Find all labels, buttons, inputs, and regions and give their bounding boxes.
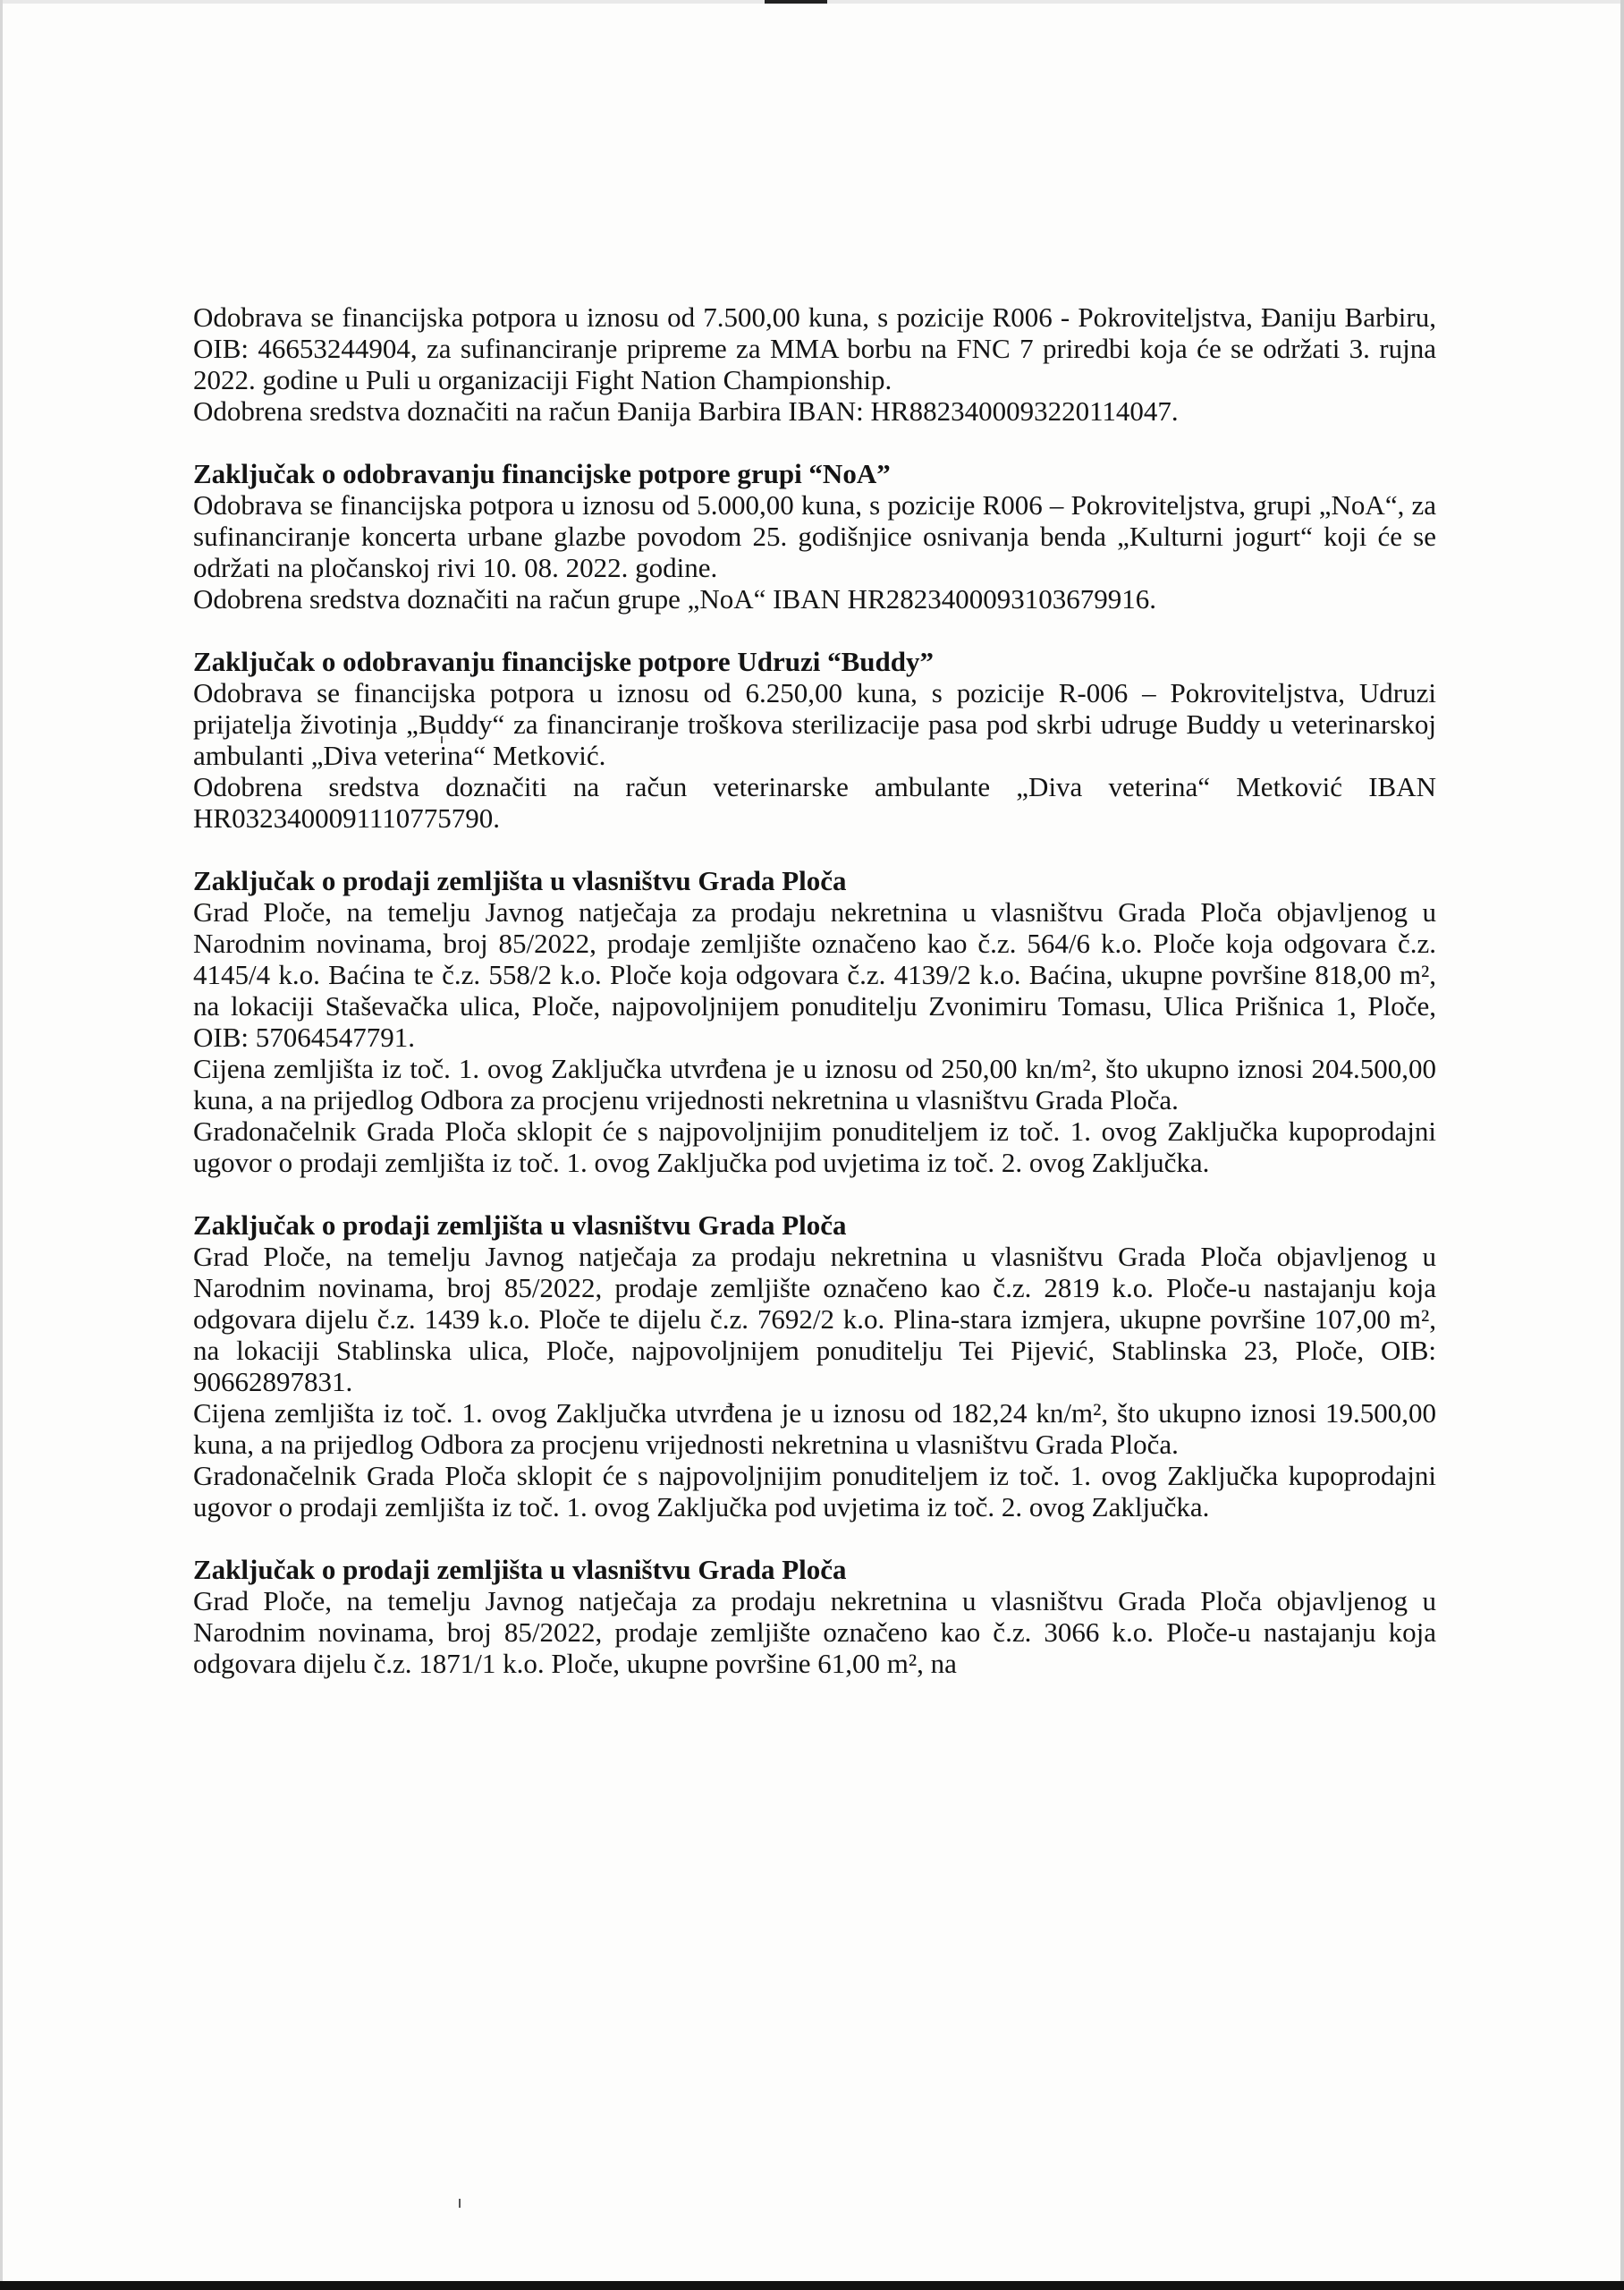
paragraph: Odobrava se financijska potpora u iznosu od 7.500,00 kuna, s pozicije R006 - Pokroviteljstva, Đaniju Barbiru, OIB: 46653244904, za sufinanciranje pripreme za MMA borbu na FNC 7 priredbi koja će se održati 3. rujna 2022. godine u Puli u organizaciji Fight Nation Championship. <box>193 301 1436 395</box>
paragraph: Gradonačelnik Grada Ploča sklopit će s najpovoljnijim ponuditeljem iz toč. 1. ovog Zaključka kupoprodajni ugovor o prodaji zemljišta iz toč. 1. ovog Zaključka pod uvjetima iz toč. 2. ovog Zaključka. <box>193 1460 1436 1522</box>
paragraph: Grad Ploče, na temelju Javnog natječaja za prodaju nekretnina u vlasništvu Grada Ploča objavljenog u Narodnim novinama, broj 85/2022, prodaje zemljište označeno kao č.z. 564/6 k.o. Ploče koja odgovara č.z. 4145/4 k.o. Baćina te č.z. 558/2 k.o. Ploče koja odgovara č.z. 4139/2 k.o. Baćina, ukupne površine 818,00 m², na lokaciji Staševačka ulica, Ploče, najpovoljnijem ponuditelju Zvonimiru Tomasu, Ulica Prišnica 1, Ploče, OIB: 57064547791. <box>193 896 1436 1053</box>
section-prodaja-zemljista-2 <box>193 1209 1436 1522</box>
paragraph: Grad Ploče, na temelju Javnog natječaja za prodaju nekretnina u vlasništvu Grada Ploča objavljenog u Narodnim novinama, broj 85/2022, prodaje zemljište označeno kao č.z. 3066 k.o. Ploče-u nastajanju koja odgovara dijelu č.z. 1871/1 k.o. Ploče, ukupne površine 61,00 m², na <box>193 1585 1436 1679</box>
paragraph: Grad Ploče, na temelju Javnog natječaja za prodaju nekretnina u vlasništvu Grada Ploča objavljenog u Narodnim novinama, broj 85/2022, prodaje zemljište označeno kao č.z. 2819 k.o. Ploče-u nastajanju koja odgovara dijelu č.z. 1439 k.o. Ploče te dijelu č.z. 7692/2 k.o. Plina-stara izmjera, ukupne površine 107,00 m², na lokaciji Stablinska ulica, Ploče, najpovoljnijem ponuditelju Tei Pijević, Stablinska 23, Ploče, OIB: 90662897831. <box>193 1241 1436 1397</box>
section-title: Zaključak o prodaji zemljišta u vlasništvu Grada Ploča <box>193 1554 847 1585</box>
scan-left-edge <box>0 0 3 2290</box>
section-potpora-noa <box>193 458 1436 615</box>
paragraph: Odobrava se financijska potpora u iznosu od 5.000,00 kuna, s pozicije R006 – Pokroviteljstva, grupi „NoA“, za sufinanciranje koncerta urbane glazbe povodom 25. godišnjice osnivanja benda „Kulturni jogurt“ koji će se održati na pločanskoj rivi 10. 08. 2022. godine. <box>193 489 1436 583</box>
paragraph: Cijena zemljišta iz toč. 1. ovog Zaključka utvrđena je u iznosu od 250,00 kn/m², što ukupno iznosi 204.500,00 kuna, a na prijedlog Odbora za procjenu vrijednosti nekretnina u vlasništvu Grada Ploča. <box>193 1053 1436 1115</box>
scan-right-edge <box>1620 0 1624 2290</box>
section-prodaja-zemljista-3 <box>193 1554 1436 1679</box>
document-body <box>193 301 1436 1710</box>
paragraph: Gradonačelnik Grada Ploča sklopit će s najpovoljnijim ponuditeljem iz toč. 1. ovog Zaključka kupoprodajni ugovor o prodaji zemljišta iz toč. 1. ovog Zaključka pod uvjetima iz toč. 2. ovog Zaključka. <box>193 1115 1436 1178</box>
section-prodaja-zemljista-1 <box>193 865 1436 1178</box>
section-title: Zaključak o odobravanju financijske potpore Udruzi “Buddy” <box>193 646 934 677</box>
section-title: Zaključak o prodaji zemljišta u vlasništvu Grada Ploča <box>193 1209 847 1241</box>
paragraph: Odobrena sredstva doznačiti na račun Đanija Barbira IBAN: HR8823400093220114047. <box>193 395 1179 427</box>
section-title: Zaključak o prodaji zemljišta u vlasništvu Grada Ploča <box>193 865 847 896</box>
section-potpora-buddy <box>193 646 1436 834</box>
paragraph: Odobrava se financijska potpora u iznosu od 6.250,00 kuna, s pozicije R-006 – Pokroviteljstva, Udruzi prijatelja životinja „Buddy“ za financiranje troškova sterilizacije pasa pod skrbi udruge Buddy u veterinarskoj ambulanti „Diva veterina“ Metković. <box>193 677 1436 771</box>
paragraph: Odobrena sredstva doznačiti na račun grupe „NoA“ IBAN HR2823400093103679916. <box>193 583 1156 615</box>
section-title: Zaključak o odobravanju financijske potpore grupi “NoA” <box>193 458 891 489</box>
scan-speck <box>459 2199 461 2208</box>
scan-top-mark <box>765 0 827 4</box>
section-pokroviteljstvo-barbir <box>193 301 1436 427</box>
paragraph: Cijena zemljišta iz toč. 1. ovog Zaključka utvrđena je u iznosu od 182,24 kn/m², što ukupno iznosi 19.500,00 kuna, a na prijedlog Odbora za procjenu vrijednosti nekretnina u vlasništvu Grada Ploča. <box>193 1397 1436 1460</box>
scan-bottom-edge <box>0 2281 1624 2290</box>
paragraph: Odobrena sredstva doznačiti na račun veterinarske ambulante „Diva veterina“ Metković IBAN HR0323400091110775790. <box>193 771 1436 834</box>
